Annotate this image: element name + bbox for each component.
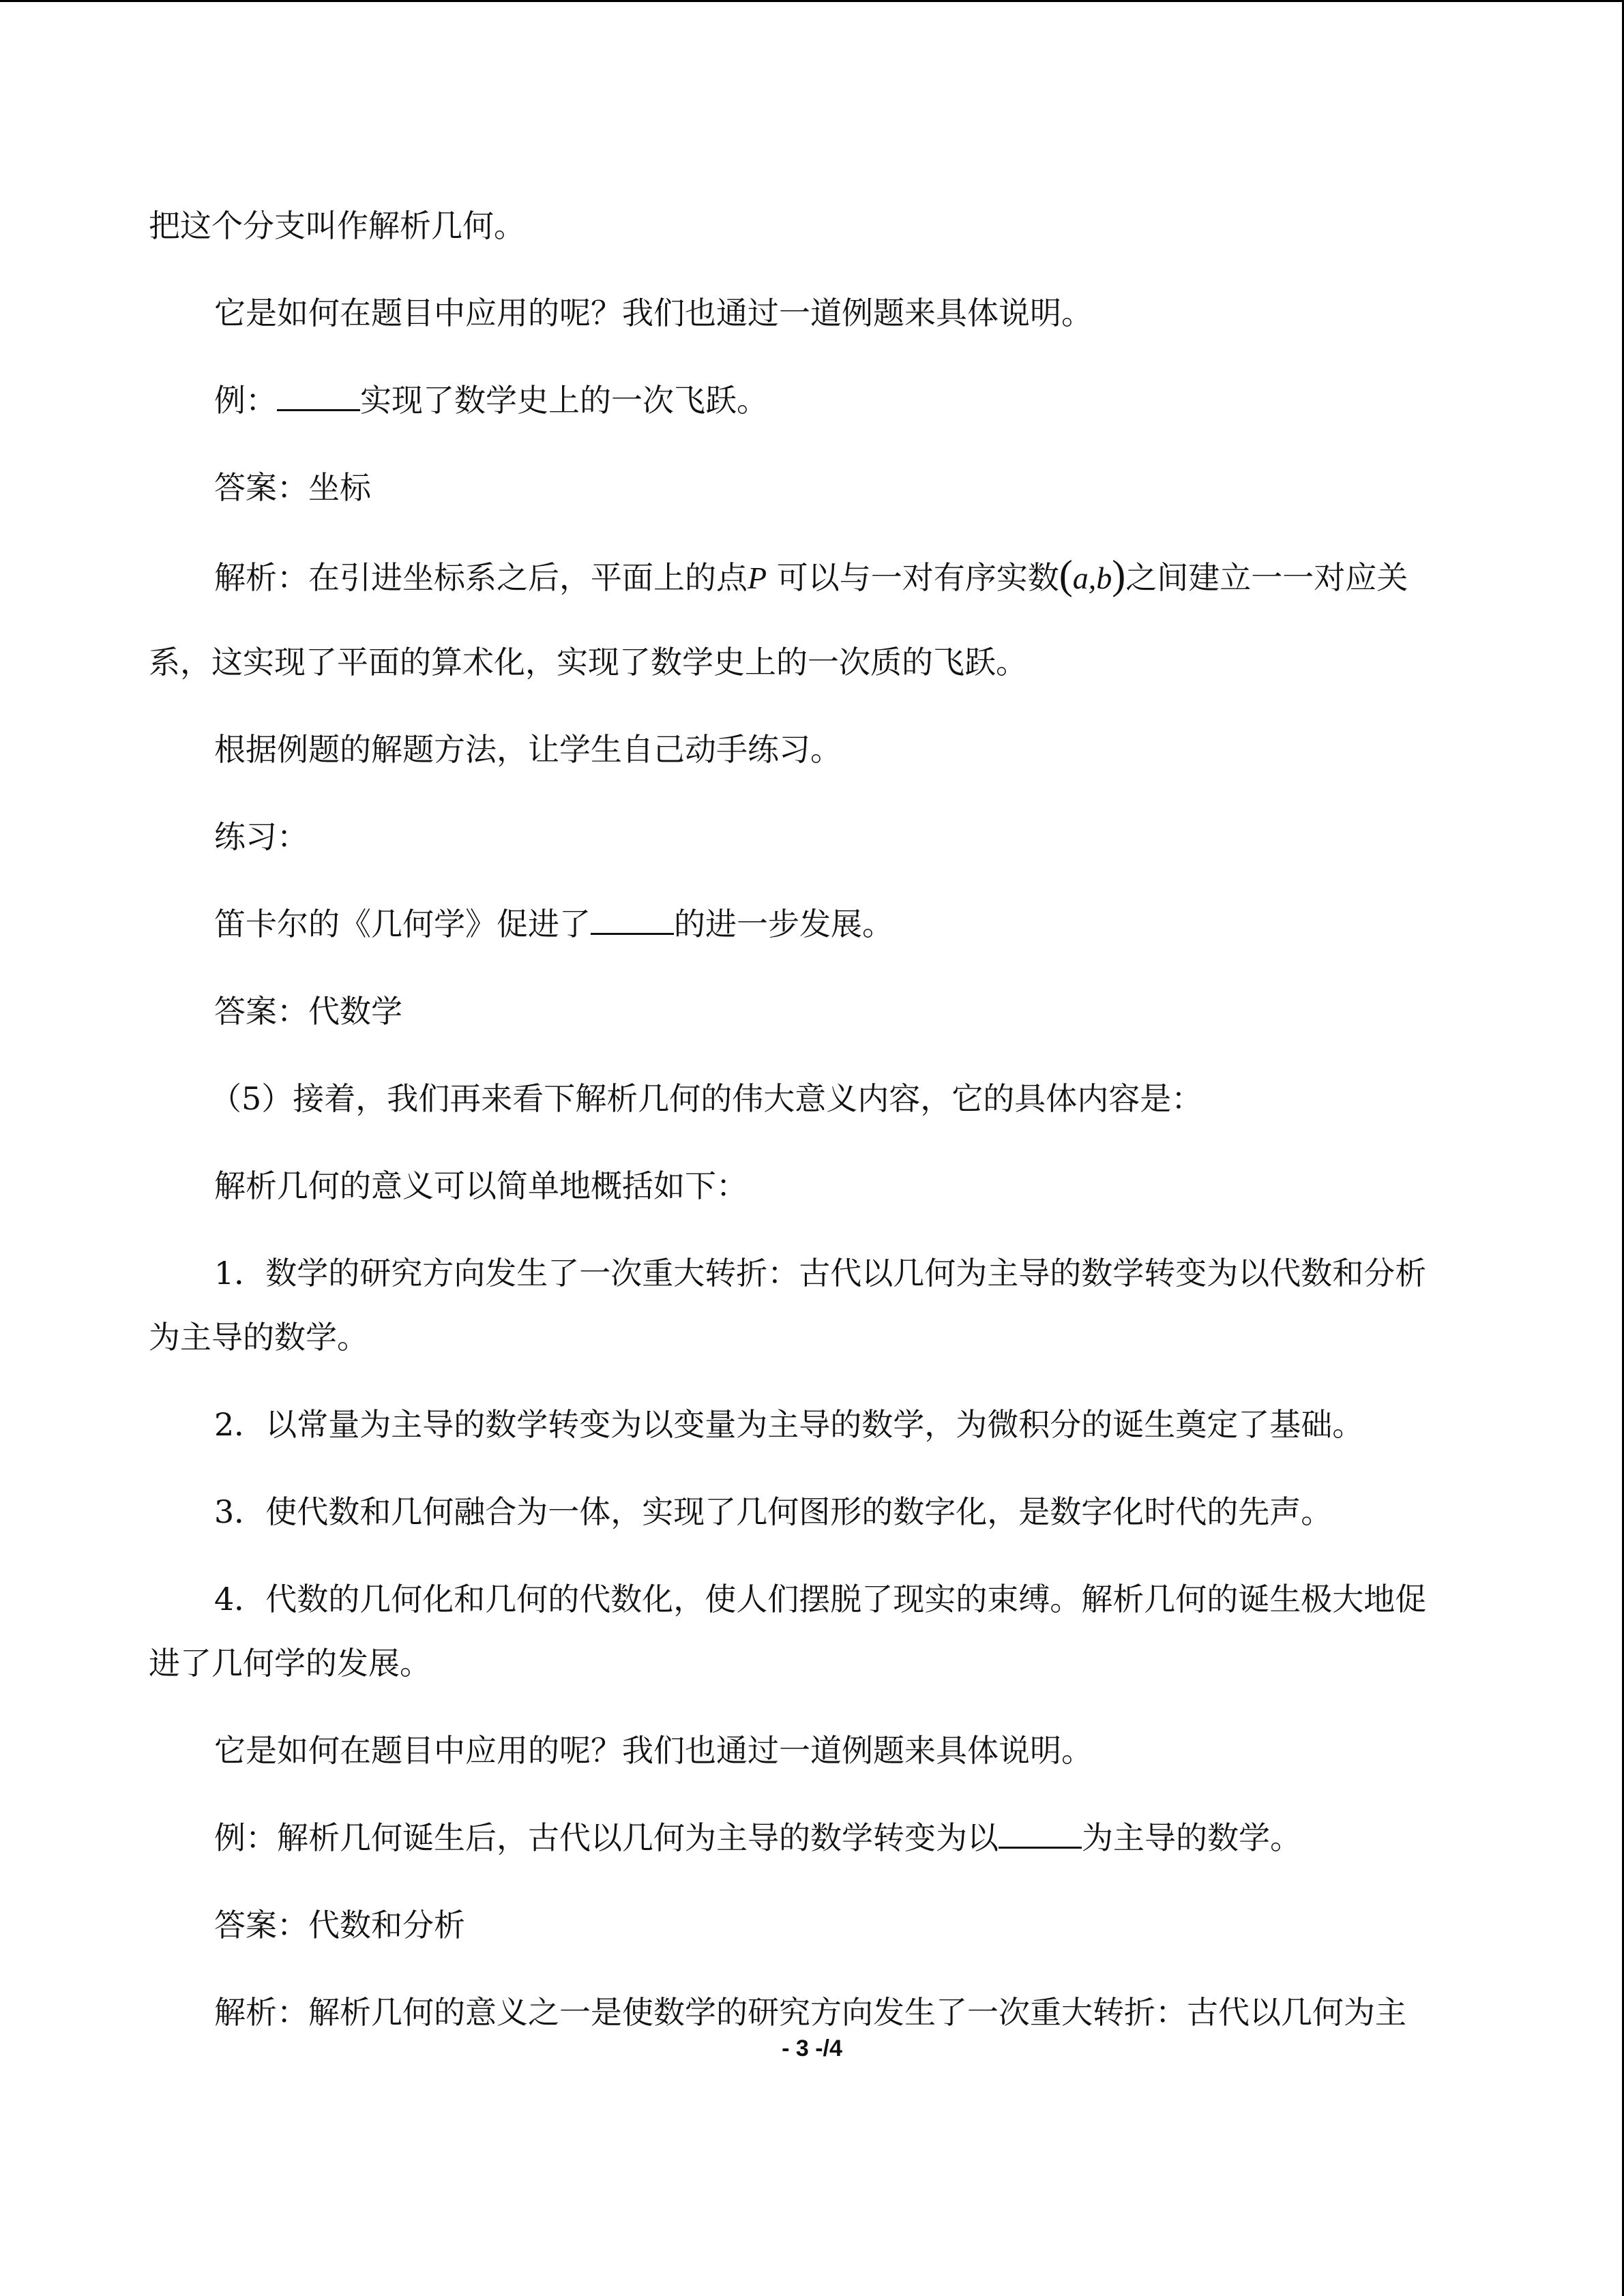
example-question: [149, 1817, 1301, 1859]
text-segment: 解析：在引进坐标系之后，平面上的点: [214, 559, 748, 596]
answer-line: 答案：代数学: [214, 993, 402, 1030]
exercise-heading: 练习：: [214, 818, 308, 855]
math-variable: P: [748, 561, 767, 595]
text-segment: 例：解析几何诞生后，古代以几何为主导的数学转变为以: [214, 1819, 999, 1856]
text-segment: 笛卡尔的《几何学》促进了: [214, 906, 591, 942]
fill-blank: [277, 382, 360, 411]
paragraph-line: 根据例题的解题方法，让学生自己动手练习。: [214, 731, 842, 768]
example-question: [149, 379, 768, 421]
list-item-1-continued: 为主导的数学。: [149, 1319, 368, 1356]
paragraph-line: 它是如何在题目中应用的呢？我们也通过一道例题来具体说明。: [214, 1732, 1093, 1769]
section-intro: （5）接着，我们再来看下解析几何的伟大意义内容，它的具体内容是：: [210, 1080, 1203, 1117]
answer-line: 答案：坐标: [214, 469, 371, 506]
paragraph-line: 它是如何在题目中应用的呢？我们也通过一道例题来具体说明。: [214, 295, 1093, 331]
explanation-line: [149, 554, 1408, 599]
text-segment: 可以与一对有序实数: [776, 559, 1059, 596]
explanation-line: 解析：解析几何的意义之一是使数学的研究方向发生了一次重大转折：古代以几何为主: [214, 1994, 1406, 2031]
list-item-2: 2．以常量为主导的数学转变为以变量为主导的数学，为微积分的诞生奠定了基础。: [214, 1406, 1364, 1443]
paragraph-line: 把这个分支叫作解析几何。: [149, 207, 525, 244]
fill-blank: [999, 1819, 1082, 1849]
exercise-question: [149, 903, 894, 945]
close-paren: ): [1112, 552, 1126, 597]
text-segment: 例：: [214, 382, 277, 419]
text-segment: 之间建立一一对应关: [1125, 559, 1408, 596]
open-paren: (: [1059, 552, 1073, 597]
paragraph-line: 解析几何的意义可以简单地概括如下：: [214, 1167, 748, 1204]
paragraph-line: 系，这实现了平面的算术化，实现了数学史上的一次质的飞跃。: [149, 644, 1027, 681]
answer-line: 答案：代数和分析: [214, 1907, 465, 1943]
page-number: - 3 -/4: [782, 2036, 842, 2061]
list-item-1: 1．数学的研究方向发生了一次重大转折：古代以几何为主导的数学转变为以代数和分析: [214, 1255, 1427, 1292]
text-segment: 的进一步发展。: [674, 906, 894, 942]
fill-blank: [591, 906, 674, 935]
list-item-4: 4．代数的几何化和几何的代数化，使人们摆脱了现实的束缚。解析几何的诞生极大地促: [214, 1581, 1427, 1617]
math-pair: a,b: [1072, 561, 1112, 595]
list-item-4-continued: 进了几何学的发展。: [149, 1645, 431, 1682]
list-item-3: 3．使代数和几何融合为一体，实现了几何图形的数字化，是数字化时代的先声。: [214, 1493, 1333, 1530]
text-segment: 实现了数学史上的一次飞跃。: [360, 382, 768, 419]
page-top-border: [0, 0, 1624, 2]
text-segment: 为主导的数学。: [1082, 1819, 1301, 1856]
